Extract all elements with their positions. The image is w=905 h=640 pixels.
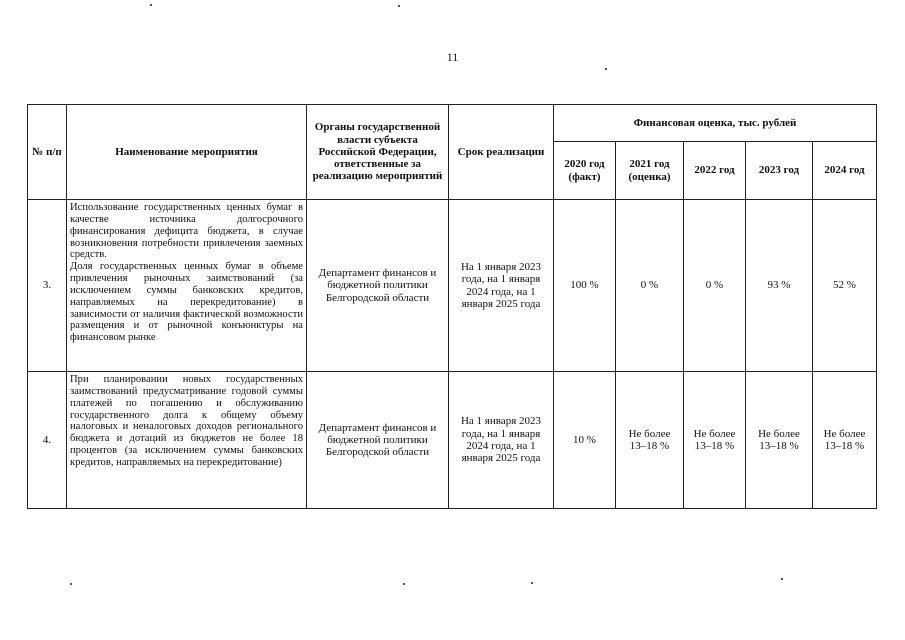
scan-speck (150, 4, 152, 6)
header-year-2022: 2022 год (684, 142, 746, 200)
measure-paragraph: Использование государственных ценных бумаг в качестве источника долгосрочного финансирования дефицита бюджета, в случае возникновения потребности привлечения заемных средств. (70, 202, 303, 261)
value-2021: 0 % (616, 200, 684, 372)
responsible-authority: Департамент финансов и бюджетной политики Белгородской области (307, 200, 449, 372)
value-2024: 52 % (813, 200, 877, 372)
value-2024: Не более 13–18 % (813, 372, 877, 509)
table-row (28, 200, 877, 372)
financial-measures-table (27, 104, 877, 509)
value-2023: 93 % (746, 200, 813, 372)
header-year-2021: 2021 год (оценка) (616, 142, 684, 200)
implementation-deadline: На 1 января 2023 года, на 1 января 2024 года, на 1 января 2025 года (449, 200, 554, 372)
header-authority: Органы государственной власти субъекта Российской Федерации, ответственные за реализацию мероприятий (307, 105, 449, 200)
table-row (28, 372, 877, 509)
responsible-authority: Департамент финансов и бюджетной политики Белгородской области (307, 372, 449, 509)
page-number: 11 (446, 50, 459, 64)
scan-speck (398, 5, 400, 7)
implementation-deadline: На 1 января 2023 года, на 1 января 2024 года, на 1 января 2025 года (449, 372, 554, 509)
scan-speck (70, 583, 72, 585)
value-2022: Не более 13–18 % (684, 372, 746, 509)
scan-speck (531, 582, 533, 584)
measure-paragraph: Доля государственных ценных бумаг в объеме привлечения рыночных заимствований (за исключением суммы банковских кредитов, направляемых на перекредитование) в зависимости от наличия фактической возможности размещения и от рыночной конъюнктуры на финансовом рынке (70, 261, 303, 344)
measure-description (67, 200, 307, 372)
scan-speck (605, 68, 607, 70)
measure-description (67, 372, 307, 509)
value-2023: Не более 13–18 % (746, 372, 813, 509)
header-year-2023: 2023 год (746, 142, 813, 200)
row-number: 3. (28, 200, 67, 372)
scan-speck (781, 578, 783, 580)
header-deadline: Срок реализации (449, 105, 554, 200)
header-year-2020: 2020 год (факт) (554, 142, 616, 200)
scan-speck (403, 583, 405, 585)
header-measure: Наименование мероприятия (67, 105, 307, 200)
value-2021: Не более 13–18 % (616, 372, 684, 509)
row-number: 4. (28, 372, 67, 509)
value-2020: 10 % (554, 372, 616, 509)
measure-paragraph: При планировании новых государственных заимствований предусматривание годовой суммы платежей по погашению и обслуживанию государственного долга к общему объему налоговых и неналоговых доходов регионального бюджета и дотаций из бюджетов не более 18 процентов (за исключением суммы банковских кредитов, направляемых на перекредитование) (70, 374, 303, 468)
header-year-2024: 2024 год (813, 142, 877, 200)
header-finance: Финансовая оценка, тыс. рублей (554, 105, 877, 142)
header-row-1 (28, 105, 877, 142)
value-2020: 100 % (554, 200, 616, 372)
header-num: № п/п (28, 105, 67, 200)
value-2022: 0 % (684, 200, 746, 372)
